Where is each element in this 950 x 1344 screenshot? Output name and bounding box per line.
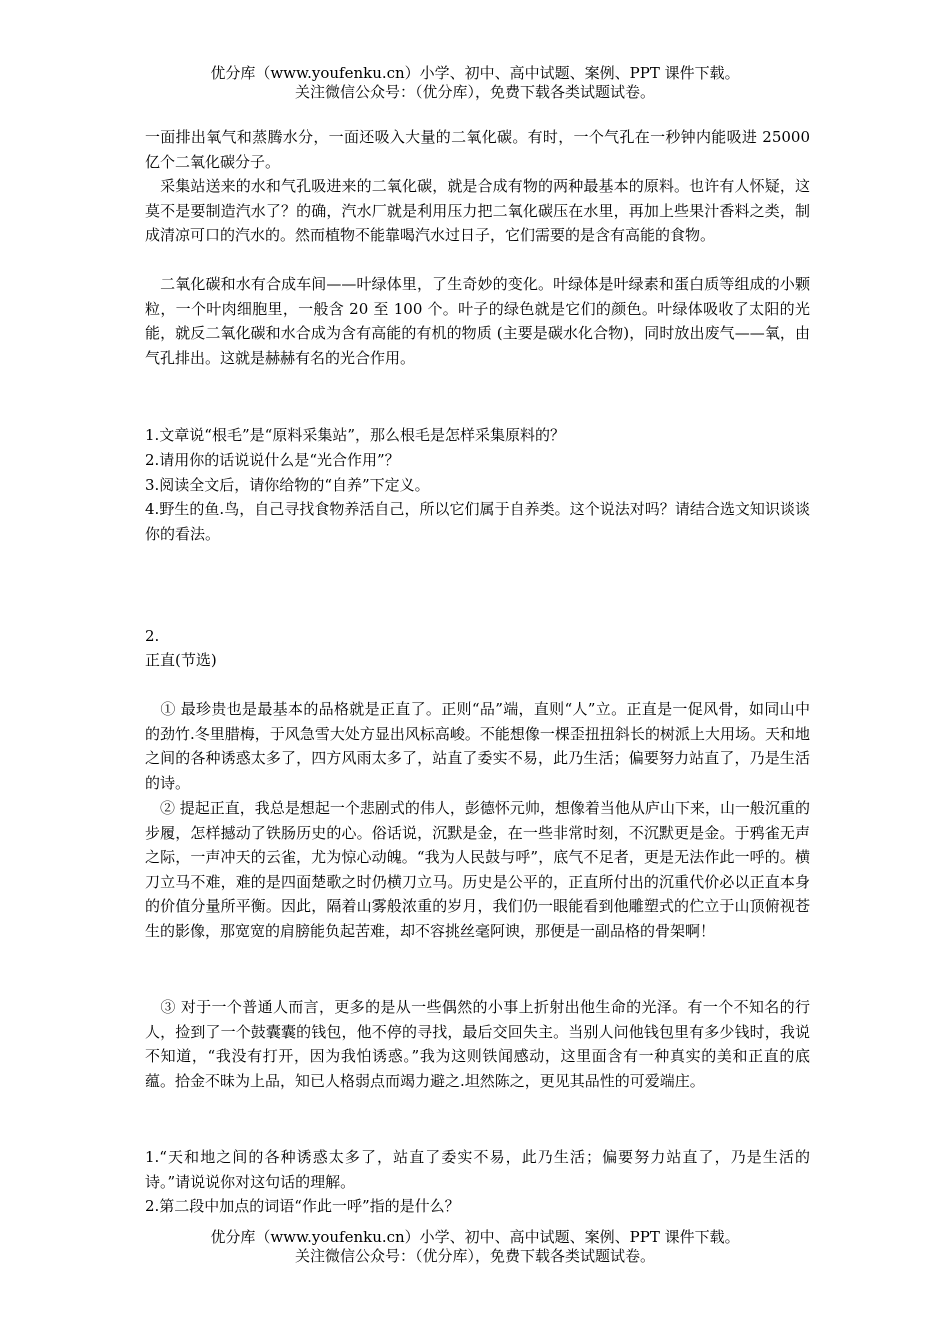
question-2-2: 2.第二段中加点的词语“作此一呼”指的是什么？ (145, 1197, 460, 1215)
question-1-2: 2.请用你的话说说什么是“光合作用”？ (145, 451, 400, 469)
page-footer (0, 1228, 950, 1266)
passage1-paragraph-3: 二氧化碳和水有合成车间——叶绿体里，了生奇妙的变化。叶绿体是叶绿素和蛋白质等组成的小颗粒，一个叶肉细胞里，一般含 20 至 100 个。叶子的绿色就是它们的颜色。叶绿体吸收了太阳的光能，就反二氧化碳和水合成为含有高能的有机的物质 (主要是碳水化合物)，同时放出废气——氧，由气孔排出。这就是赫赫有名的光合作用。 (145, 275, 810, 367)
section2-title: 正直(节选) (145, 651, 217, 669)
header-line-2: 关注微信公众号：（优分库），免费下载各类试题试卷。 (294, 83, 655, 101)
section2-paragraph-3: ③ 对于一个普通人而言，更多的是从一些偶然的小事上折射出他生命的光泽。有一个不知名的行人，捡到了一个鼓囊囊的钱包，他不停的寻找，最后交回失主。当别人问他钱包里有多少钱时，我说不知道，“我没有打开，因为我怕诱惑。”我为这则铁闻感动，这里面含有一种真实的美和正直的底蕴。拾金不昧为上品，知已人格弱点而竭力避之.坦然陈之，更见其品性的可爱端庄。 (145, 998, 810, 1090)
passage1-paragraph-1: 一面排出氧气和蒸腾水分，一面还吸入大量的二氧化碳。有时，一个气孔在一秒钟内能吸进 25000 亿个二氧化碳分子。 (145, 128, 810, 171)
question-1-3: 3.阅读全文后，请你给物的“自养”下定义。 (145, 476, 430, 494)
header-line-1: 优分库（www.youfenku.cn）小学、初中、高中试题、案例、PPT 课件下载。 (210, 64, 740, 82)
footer-line-1: 优分库（www.youfenku.cn）小学、初中、高中试题、案例、PPT 课件下载。 (210, 1228, 740, 1246)
section2-paragraph-1: ① 最珍贵也是最基本的品格就是正直了。正则“品”端，直则“人”立。正直是一促风骨，如同山中的劲竹.冬里腊梅，于风急雪大处方显出风标高峻。不能想像一棵歪扭扭斜长的树派上大用场。天和地之间的各种诱惑太多了，四方风雨太多了，站直了委实不易，此乃生活；偏要努力站直了，乃是生活的诗。 (145, 700, 810, 792)
question-1-1: 1.文章说“根毛”是“原料采集站”，那么根毛是怎样采集原料的？ (145, 426, 565, 444)
question-2-1: 1.“天和地之间的各种诱惑太多了，站直了委实不易，此乃生活；偏要努力站直了，乃是生活的诗。”请说说你对这句话的理解。 (145, 1148, 810, 1191)
footer-line-2: 关注微信公众号：（优分库），免费下载各类试题试卷。 (294, 1247, 655, 1265)
question-1-4: 4.野生的鱼.鸟，自己寻找食物养活自己，所以它们属于自养类。这个说法对吗？请结合选文知识谈谈你的看法。 (145, 500, 810, 543)
page-header (0, 64, 950, 102)
section2-number: 2. (145, 627, 160, 645)
section2-paragraph-2: ② 提起正直，我总是想起一个悲剧式的伟人，彭德怀元帅，想像着当他从庐山下来，山一般沉重的步履，怎样撼动了铁肠历史的心。俗话说，沉默是金，在一些非常时刻，不沉默更是金。于鸦雀无声之际，一声冲天的云雀，尤为惊心动魄。“我为人民鼓与呼”，底气不足者，更是无法作此一呼的。横刀立马不难，难的是四面楚歌之时仍横刀立马。历史是公平的，正直所付出的沉重代价必以正直本身的价值分量所平衡。因此，隔着山雾般浓重的岁月，我们仍一眼能看到他雕塑式的伫立于山顶俯视苍生的影像，那宽宽的肩膀能负起苦难，却不容挑丝毫阿谀，那便是一副品格的骨架啊！ (145, 799, 810, 940)
passage1-paragraph-2: 采集站送来的水和气孔吸进来的二氧化碳，就是合成有物的两种最基本的原料。也许有人怀疑，这莫不是要制造汽水了？的确，汽水厂就是利用压力把二氧化碳压在水里，再加上些果汁香料之类，制成清凉可口的汽水的。然而植物不能靠喝汽水过日子，它们需要的是含有高能的食物。 (145, 177, 810, 244)
